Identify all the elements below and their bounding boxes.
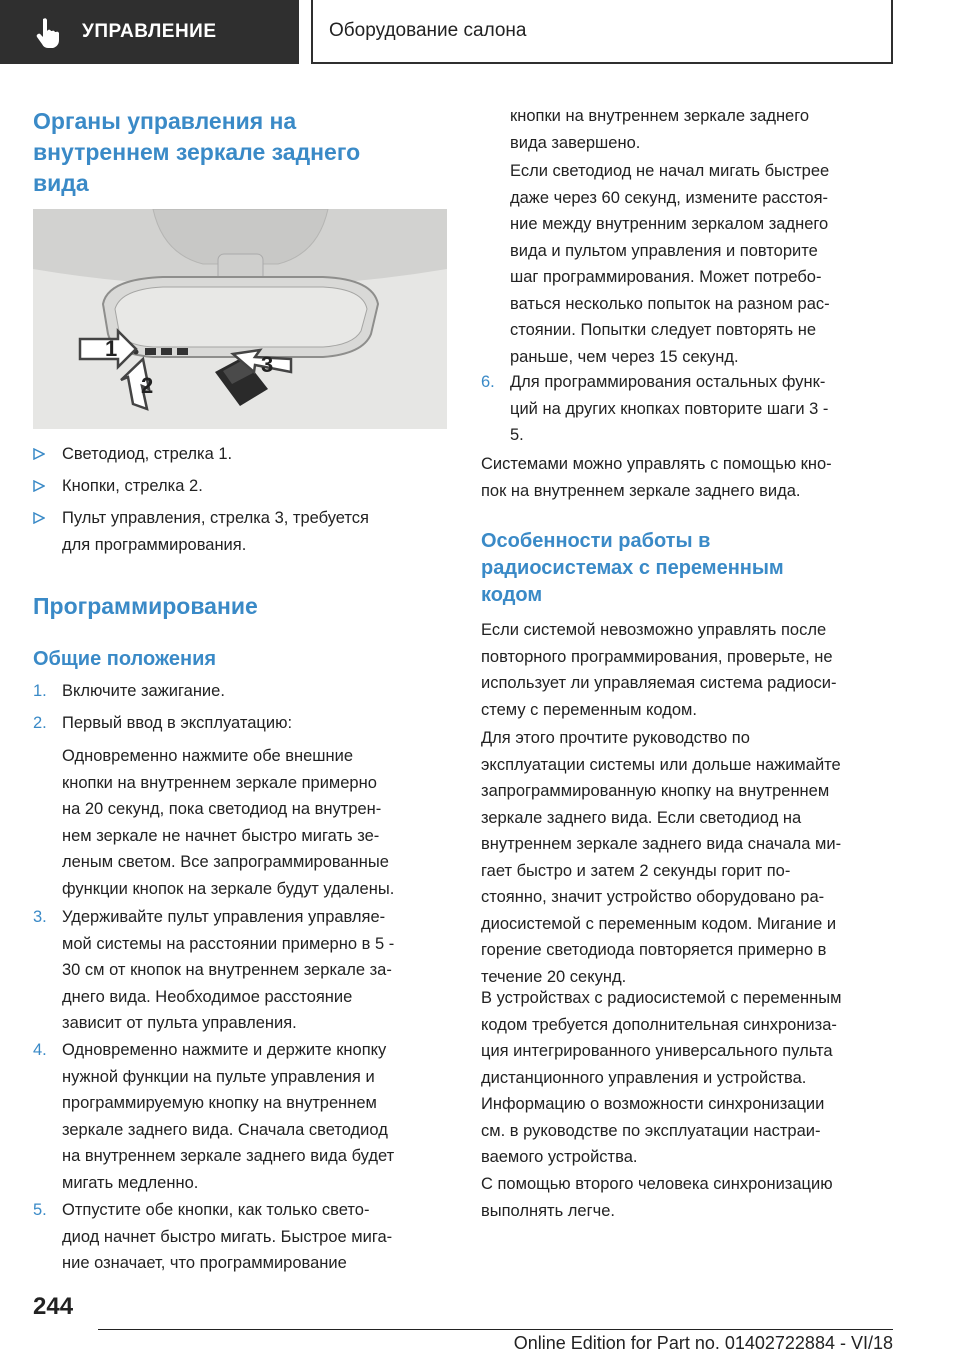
step-text: вида завершено. xyxy=(510,133,641,152)
heading-line: вида xyxy=(33,170,89,196)
bullet-text: Пульт управления, стрелка 3, требуется xyxy=(62,509,369,527)
para-line: внутреннем зеркале заднего вида сначала ми- xyxy=(481,835,842,853)
para-line: повторного программирования, проверьте, не xyxy=(481,647,833,666)
step-number: 4. xyxy=(33,1041,47,1059)
bullet-text: для программирования. xyxy=(62,535,247,554)
para-line: кодом требуется дополнительная синхрониза- xyxy=(481,1015,837,1034)
para-line: см. в руководстве по эксплуатации настраи- xyxy=(481,1121,821,1140)
step-text: мигать медленно. xyxy=(62,1173,199,1192)
para-line: В устройствах с радиосистемой с переменным xyxy=(481,989,842,1007)
step-text: Если светодиод не начал мигать быстрее xyxy=(510,162,830,180)
para-line: пок на внутреннем зеркале заднего вида. xyxy=(481,481,801,500)
heading-line: Органы управления на xyxy=(33,108,297,134)
step-text: на внутреннем зеркале заднего вида будет xyxy=(62,1147,395,1165)
step-text: ние между внутренним зеркалом заднего xyxy=(510,215,829,233)
step-text: Удерживайте пульт управления управляе- xyxy=(62,908,386,926)
step-text: 5. xyxy=(510,426,524,444)
step-text: на 20 секунд, пока светодиод на внутрен- xyxy=(62,800,382,818)
para-line: дистанционного управления и устройства. xyxy=(481,1068,807,1087)
step-text: даже через 60 секунд, измените расстоя- xyxy=(510,188,829,207)
paragraph xyxy=(481,985,895,1091)
step-number: 3. xyxy=(33,908,47,926)
step-text: ние означает, что программирование xyxy=(62,1254,347,1272)
para-line: зеркале заднего вида. Если светодиод на xyxy=(481,808,802,827)
mirror-drawing xyxy=(33,209,447,429)
figure-label-1: 1 xyxy=(105,336,118,361)
bullet-text: Кнопки, стрелка 2. xyxy=(62,477,203,495)
step-text: раньше, чем через 15 секунд. xyxy=(510,347,739,366)
step-text: нужной функции на пульте управления и xyxy=(62,1067,375,1086)
para-line: течение 20 секунд. xyxy=(481,967,627,986)
heading-line: радиосистемах с переменным xyxy=(481,557,784,579)
para-line: ваемого устройства. xyxy=(481,1148,638,1166)
section-tab xyxy=(0,0,299,64)
page-number: 244 xyxy=(33,1293,74,1320)
step-text: Включите зажигание. xyxy=(62,682,225,700)
step-text: Одновременно нажмите и держите кнопку xyxy=(62,1041,387,1059)
step-text: зеркале заднего вида. Сначала светодиод xyxy=(62,1120,388,1139)
step-number: 6. xyxy=(481,373,495,391)
step-text: вида и пультом управления и повторите xyxy=(510,241,818,260)
para-line: гает быстро и затем 2 секунды горит по- xyxy=(481,861,791,880)
paragraph xyxy=(481,1091,895,1171)
step-text: функции кнопок на зеркале будут удалены. xyxy=(62,879,395,898)
para-line: диосистемой с переменным кодом. Мигание и xyxy=(481,914,837,933)
step-text: диод начнет быстро мигать. Быстрое мига- xyxy=(62,1227,393,1246)
para-line: ция интегрированного универсального пульта xyxy=(481,1042,833,1060)
para-line: Системами можно управлять с помощью кно- xyxy=(481,455,832,473)
programming-heading: Программирование xyxy=(33,593,258,619)
footer-divider xyxy=(98,1329,893,1330)
paragraph xyxy=(481,1171,895,1224)
triangle-bullet-icon xyxy=(33,448,45,460)
para-line: С помощью второго человека синхронизацию xyxy=(481,1175,833,1193)
para-line: горение светодиода повторяется примерно в xyxy=(481,941,827,959)
para-line: запрограммированную кнопку на внутреннем xyxy=(481,782,830,800)
step-text: Одновременно нажмите обе внешние xyxy=(62,747,354,765)
step-text: ций на других кнопках повторите шаги 3 - xyxy=(510,399,829,418)
step-text: Для программирования остальных функ- xyxy=(510,373,826,391)
step-number: 2. xyxy=(33,714,47,732)
step-text: нем зеркале не начнет быстро мигать зе- xyxy=(62,826,380,845)
heading-line: внутреннем зеркале заднего xyxy=(33,139,361,165)
mirror-illustration xyxy=(33,209,447,429)
para-line: стоянно, значит устройство оборудовано ра- xyxy=(481,888,825,906)
para-line: использует ли управляемая система радиоси- xyxy=(481,674,837,692)
step-text: кнопки на внутреннем зеркале примерно xyxy=(62,773,377,792)
figure-label-3: 3 xyxy=(261,352,274,377)
para-line: Для этого прочтите руководство по xyxy=(481,729,750,747)
bullet-text: Светодиод, стрелка 1. xyxy=(62,445,233,463)
para-line: Если системой невозможно управлять после xyxy=(481,621,827,639)
hand-pointer-icon xyxy=(30,15,64,49)
step-text: программируемую кнопку на внутреннем xyxy=(62,1094,377,1112)
triangle-bullet-icon xyxy=(33,512,45,524)
step-text: ваться несколько попыток на разном рас- xyxy=(510,294,830,313)
section-heading xyxy=(33,106,360,199)
paragraph xyxy=(481,617,895,723)
step-text: кнопки на внутреннем зеркале заднего xyxy=(510,107,810,125)
rolling-code-heading xyxy=(481,528,784,609)
heading-line: Особенности работы в xyxy=(481,530,711,552)
heading-line: кодом xyxy=(481,584,543,606)
chapter-title: Оборудование салона xyxy=(329,20,527,41)
step-number: 1. xyxy=(33,682,47,700)
para-line: выполнять легче. xyxy=(481,1201,615,1220)
step-text: зависит от пульта управления. xyxy=(62,1014,297,1032)
step-text: Отпустите обе кнопки, как только свето- xyxy=(62,1201,370,1219)
paragraph xyxy=(481,451,895,504)
figure-label-2: 2 xyxy=(141,373,154,398)
step-text: шаг программирования. Может потребо- xyxy=(510,268,822,286)
step-number: 5. xyxy=(33,1201,47,1219)
edition-note: Online Edition for Part no. 01402722884 - VI/18 xyxy=(513,1333,893,1353)
step-text: днего вида. Необходимое расстояние xyxy=(62,987,353,1006)
step-text: Первый ввод в эксплуатацию: xyxy=(62,714,293,732)
step-text: стоянии. Попытки следует повторять не xyxy=(510,321,817,339)
para-line: Информацию о возможности синхронизации xyxy=(481,1095,825,1113)
para-line: эксплуатации системы или дольше нажимайте xyxy=(481,755,841,774)
paragraph xyxy=(481,725,895,990)
step-text: 30 см от кнопок на внутреннем зеркале за- xyxy=(62,961,392,979)
para-line: стему с переменным кодом. xyxy=(481,700,697,719)
chapter-box xyxy=(311,0,893,64)
step-text: мой системы на расстоянии примерно в 5 - xyxy=(62,934,395,953)
step-text: леным светом. Все запрограммированные xyxy=(62,853,389,871)
triangle-bullet-icon xyxy=(33,480,45,492)
section-title: УПРАВЛЕНИЕ xyxy=(82,21,217,42)
general-heading: Общие положения xyxy=(33,648,217,670)
